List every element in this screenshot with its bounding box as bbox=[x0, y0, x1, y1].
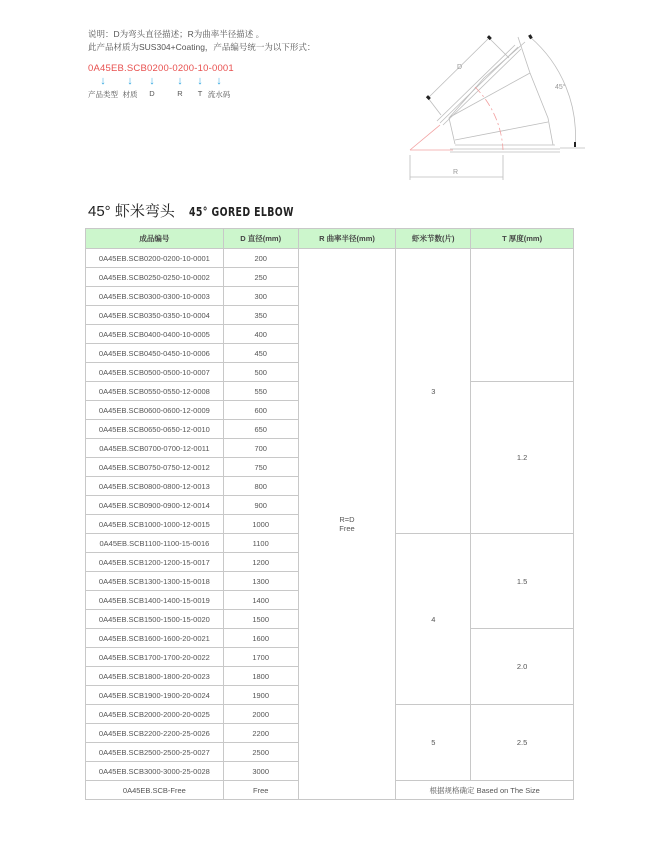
cell-diameter: 300 bbox=[223, 287, 298, 306]
cell-product-code: 0A45EB.SCB0700-0700-12-0011 bbox=[86, 439, 224, 458]
down-arrow-icon: ↓ bbox=[197, 75, 203, 87]
cell-diameter: Free bbox=[223, 781, 298, 800]
cell-product-code: 0A45EB.SCB1400-1400-15-0019 bbox=[86, 591, 224, 610]
cell-product-code: 0A45EB.SCB-Free bbox=[86, 781, 224, 800]
cell-product-code: 0A45EB.SCB1600-1600-20-0021 bbox=[86, 629, 224, 648]
header-radius: R 曲率半径(mm) bbox=[298, 229, 396, 249]
legend-product-type: ↓ 产品类型 bbox=[88, 75, 118, 99]
cell-diameter: 750 bbox=[223, 458, 298, 477]
header-thickness: T 厚度(mm) bbox=[471, 229, 574, 249]
cell-product-code: 0A45EB.SCB0650-0650-12-0010 bbox=[86, 420, 224, 439]
legend-t: ↓ T bbox=[192, 76, 208, 98]
cell-product-code: 0A45EB.SCB1200-1200-15-0017 bbox=[86, 553, 224, 572]
section-title bbox=[88, 200, 323, 221]
cell-product-code: 0A45EB.SCB2200-2200-25-0026 bbox=[86, 724, 224, 743]
cell-diameter: 1400 bbox=[223, 591, 298, 610]
cell-diameter: 450 bbox=[223, 344, 298, 363]
cell-product-code: 0A45EB.SCB0600-0600-12-0009 bbox=[86, 401, 224, 420]
cell-thickness: 1.5 bbox=[471, 534, 574, 629]
label-r: R bbox=[453, 169, 459, 176]
cell-diameter: 500 bbox=[223, 363, 298, 382]
label-angle: 45° bbox=[555, 84, 566, 91]
legend-serial: ↓ 流水码 bbox=[207, 75, 231, 99]
cell-diameter: 200 bbox=[223, 249, 298, 268]
down-arrow-icon: ↓ bbox=[100, 75, 106, 87]
cell-thickness: 2.5 bbox=[471, 705, 574, 781]
cell-product-code: 0A45EB.SCB1300-1300-15-0018 bbox=[86, 572, 224, 591]
cell-diameter: 1600 bbox=[223, 629, 298, 648]
cell-product-code: 0A45EB.SCB1900-1900-20-0024 bbox=[86, 686, 224, 705]
cell-product-code: 0A45EB.SCB0500-0500-10-0007 bbox=[86, 363, 224, 382]
cell-product-code: 0A45EB.SCB0750-0750-12-0012 bbox=[86, 458, 224, 477]
cell-segments: 5 bbox=[396, 705, 471, 781]
cell-product-code: 0A45EB.SCB0300-0300-10-0003 bbox=[86, 287, 224, 306]
cell-product-code: 0A45EB.SCB0250-0250-10-0002 bbox=[86, 268, 224, 287]
cell-diameter: 1200 bbox=[223, 553, 298, 572]
cell-diameter: 1000 bbox=[223, 515, 298, 534]
cell-product-code: 0A45EB.SCB0900-0900-12-0014 bbox=[86, 496, 224, 515]
elbow-diagram bbox=[395, 25, 595, 190]
cell-product-code: 0A45EB.SCB0550-0550-12-0008 bbox=[86, 382, 224, 401]
cell-diameter: 1500 bbox=[223, 610, 298, 629]
cell-diameter: 250 bbox=[223, 268, 298, 287]
cell-product-code: 0A45EB.SCB1800-1800-20-0023 bbox=[86, 667, 224, 686]
cell-diameter: 550 bbox=[223, 382, 298, 401]
elbow-drawing bbox=[395, 25, 595, 190]
intro-text bbox=[88, 28, 315, 54]
cell-diameter: 650 bbox=[223, 420, 298, 439]
cell-diameter: 700 bbox=[223, 439, 298, 458]
product-code-example: 0A45EB.SCB0200-0200-10-0001 bbox=[88, 63, 234, 74]
legend-r: ↓ R bbox=[172, 76, 188, 98]
cell-diameter: 1900 bbox=[223, 686, 298, 705]
cell-product-code: 0A45EB.SCB2000-2000-20-0025 bbox=[86, 705, 224, 724]
down-arrow-icon: ↓ bbox=[216, 75, 222, 87]
cell-thickness: 1.2 bbox=[471, 382, 574, 534]
down-arrow-icon: ↓ bbox=[177, 75, 183, 87]
label-d: D bbox=[457, 64, 463, 71]
table-body bbox=[86, 249, 574, 800]
cell-diameter: 1100 bbox=[223, 534, 298, 553]
down-arrow-icon: ↓ bbox=[127, 75, 133, 87]
cell-thickness: 2.0 bbox=[471, 629, 574, 705]
intro-line-1: 说明：D为弯头直径描述；R为曲率半径描述 。 bbox=[88, 29, 265, 39]
header-code: 成品编号 bbox=[86, 229, 224, 249]
cell-diameter: 2000 bbox=[223, 705, 298, 724]
cell-diameter: 3000 bbox=[223, 762, 298, 781]
cell-product-code: 0A45EB.SCB0400-0400-10-0005 bbox=[86, 325, 224, 344]
cell-product-code: 0A45EB.SCB0800-0800-12-0013 bbox=[86, 477, 224, 496]
title-cn: 45° 虾米弯头 bbox=[88, 203, 175, 220]
cell-product-code: 0A45EB.SCB2500-2500-25-0027 bbox=[86, 743, 224, 762]
cell-product-code: 0A45EB.SCB0350-0350-10-0004 bbox=[86, 306, 224, 325]
cell-diameter: 1300 bbox=[223, 572, 298, 591]
cell-diameter: 2200 bbox=[223, 724, 298, 743]
intro-line-2: 此产品材质为SUS304+Coating，产品编号统一为以下形式： bbox=[88, 42, 316, 52]
cell-product-code: 0A45EB.SCB0200-0200-10-0001 bbox=[86, 249, 224, 268]
down-arrow-icon: ↓ bbox=[149, 75, 155, 87]
cell-diameter: 900 bbox=[223, 496, 298, 515]
radius-line-1: R=D bbox=[339, 515, 355, 524]
cell-thickness bbox=[471, 249, 574, 382]
cell-diameter: 350 bbox=[223, 306, 298, 325]
cell-diameter: 1700 bbox=[223, 648, 298, 667]
cell-product-code: 0A45EB.SCB0450-0450-10-0006 bbox=[86, 344, 224, 363]
table-header-row bbox=[86, 229, 574, 249]
cell-diameter: 400 bbox=[223, 325, 298, 344]
title-en: 45° GORED ELBOW bbox=[189, 205, 294, 219]
legend-material: ↓ 材质 bbox=[120, 76, 140, 100]
cell-product-code: 0A45EB.SCB1000-1000-12-0015 bbox=[86, 515, 224, 534]
spec-table bbox=[85, 228, 574, 800]
cell-product-code: 0A45EB.SCB1500-1500-15-0020 bbox=[86, 610, 224, 629]
cell-segments: 3 bbox=[396, 249, 471, 534]
legend-d: ↓ D bbox=[144, 76, 160, 98]
cell-product-code: 0A45EB.SCB1700-1700-20-0022 bbox=[86, 648, 224, 667]
cell-diameter: 800 bbox=[223, 477, 298, 496]
header-segments: 虾米节数(片) bbox=[396, 229, 471, 249]
cell-free-note: 根据规格确定 Based on The Size bbox=[396, 781, 574, 800]
cell-product-code: 0A45EB.SCB3000-3000-25-0028 bbox=[86, 762, 224, 781]
cell-radius bbox=[298, 249, 396, 800]
cell-segments: 4 bbox=[396, 534, 471, 705]
code-legend bbox=[88, 76, 248, 102]
table-row bbox=[86, 249, 574, 268]
cell-product-code: 0A45EB.SCB1100-1100-15-0016 bbox=[86, 534, 224, 553]
radius-line-2: Free bbox=[339, 524, 355, 533]
cell-diameter: 2500 bbox=[223, 743, 298, 762]
header-diameter: D 直径(mm) bbox=[223, 229, 298, 249]
cell-diameter: 1800 bbox=[223, 667, 298, 686]
cell-diameter: 600 bbox=[223, 401, 298, 420]
